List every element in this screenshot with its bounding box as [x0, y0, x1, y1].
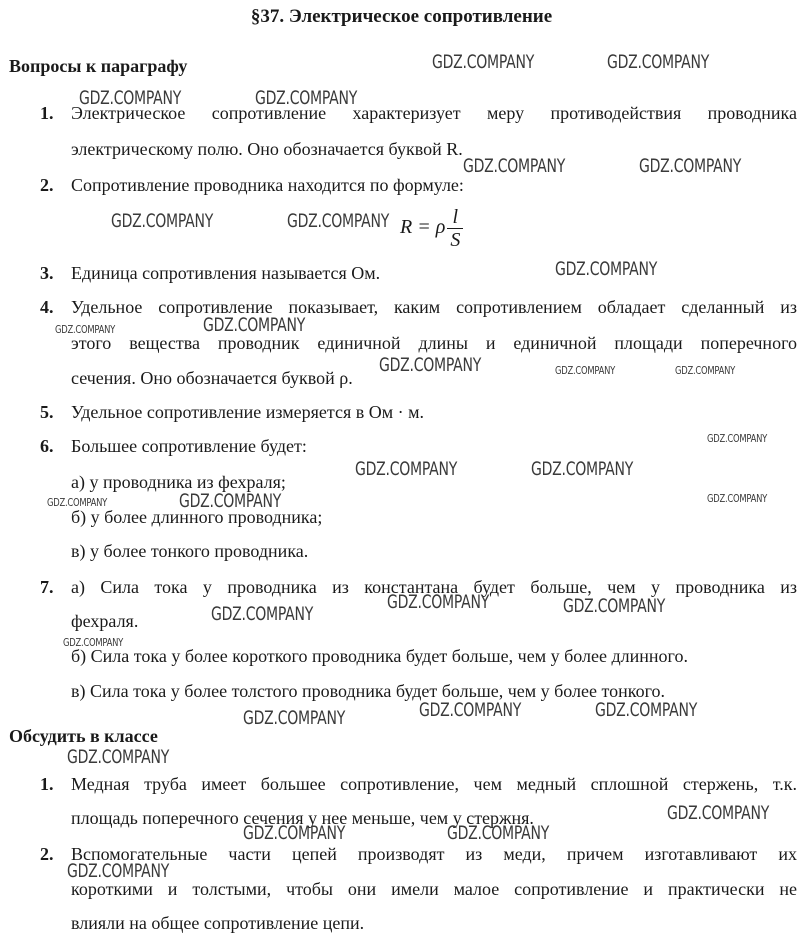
formula-fraction — [447, 206, 463, 251]
q3-text: Единица сопротивления называется Ом. — [71, 263, 381, 283]
watermark: GDZ.COMPANY — [563, 595, 666, 617]
d1-line1: Медная труба имеет большее сопротивление, чем медный сплошной стержень, т.к. — [71, 774, 797, 794]
q4-number: 4. — [40, 297, 54, 317]
watermark: GDZ.COMPANY — [55, 323, 116, 336]
watermark: GDZ.COMPANY — [67, 860, 170, 882]
d1-line2: площадь поперечного сечения у нее меньше, чем у стержня. — [71, 808, 534, 828]
watermark: GDZ.COMPANY — [707, 492, 768, 505]
formula-numerator: l — [447, 206, 463, 229]
d2-line2: короткими и толстыми, чтобы они имели малое сопротивление и практически не — [71, 879, 797, 899]
d2-number: 2. — [40, 844, 54, 864]
q7-item-b: б) Сила тока у более короткого проводника будет больше, чем у более длинного. — [71, 646, 688, 666]
watermark: GDZ.COMPANY — [639, 155, 742, 177]
d2-line1: Вспомогательные части цепей производят из меди, причем изготавливают их — [71, 844, 797, 864]
d1-number: 1. — [40, 774, 54, 794]
watermark: GDZ.COMPANY — [675, 364, 736, 377]
watermark: GDZ.COMPANY — [47, 496, 108, 509]
q4-line2: этого вещества проводник единичной длины и единичной площади поперечного — [71, 333, 797, 353]
q2-number: 2. — [40, 175, 54, 195]
section-heading-discuss: Обсудить в классе — [9, 726, 158, 746]
q4-line1: Удельное сопротивление показывает, каким сопротивлением обладает сделанный из — [71, 297, 797, 317]
watermark: GDZ.COMPANY — [79, 87, 182, 109]
watermark: GDZ.COMPANY — [111, 210, 214, 232]
watermark: GDZ.COMPANY — [555, 364, 616, 377]
q6-item-c: в) у более тонкого проводника. — [71, 541, 309, 561]
watermark: GDZ.COMPANY — [387, 591, 490, 613]
watermark: GDZ.COMPANY — [555, 258, 658, 280]
watermark: GDZ.COMPANY — [419, 699, 522, 721]
q6-number: 6. — [40, 436, 54, 456]
watermark: GDZ.COMPANY — [531, 458, 634, 480]
watermark: GDZ.COMPANY — [607, 51, 710, 73]
q1-line1: Электрическое сопротивление характеризует меру противодействия проводника — [71, 103, 797, 123]
resistance-formula — [400, 206, 463, 251]
q1-line2: электрическому полю. Оно обозначается буквой R. — [71, 139, 463, 159]
watermark: GDZ.COMPANY — [447, 822, 550, 844]
watermark: GDZ.COMPANY — [707, 432, 768, 445]
watermark: GDZ.COMPANY — [203, 314, 306, 336]
page-title: §37. Электрическое сопротивление — [250, 6, 553, 27]
watermark: GDZ.COMPANY — [67, 746, 170, 768]
watermark: GDZ.COMPANY — [287, 210, 390, 232]
watermark: GDZ.COMPANY — [211, 603, 314, 625]
q5-number: 5. — [40, 402, 54, 422]
watermark: GDZ.COMPANY — [243, 822, 346, 844]
watermark: GDZ.COMPANY — [379, 354, 482, 376]
q7-a-line2: фехраля. — [71, 611, 139, 631]
watermark: GDZ.COMPANY — [243, 707, 346, 729]
q6-text: Большее сопротивление будет: — [71, 436, 307, 456]
formula-lhs: R = ρ — [400, 216, 446, 239]
watermark: GDZ.COMPANY — [63, 636, 124, 649]
watermark: GDZ.COMPANY — [355, 458, 458, 480]
watermark: GDZ.COMPANY — [432, 51, 535, 73]
section-heading-questions: Вопросы к параграфу — [9, 56, 188, 76]
q1-number: 1. — [40, 103, 54, 123]
watermark: GDZ.COMPANY — [255, 87, 358, 109]
q4-line3: сечения. Оно обозначается буквой ρ. — [71, 368, 353, 388]
q2-text: Сопротивление проводника находится по формуле: — [71, 175, 464, 195]
formula-denominator: S — [450, 229, 461, 251]
q7-number: 7. — [40, 577, 54, 597]
q6-item-b: б) у более длинного проводника; — [71, 507, 323, 527]
watermark: GDZ.COMPANY — [463, 155, 566, 177]
q5-text: Удельное сопротивление измеряется в Ом · м. — [71, 402, 425, 422]
watermark: GDZ.COMPANY — [595, 699, 698, 721]
watermark: GDZ.COMPANY — [667, 802, 770, 824]
watermark: GDZ.COMPANY — [179, 490, 282, 512]
d2-line3: влияли на общее сопротивление цепи. — [71, 913, 365, 933]
q6-item-a: а) у проводника из фехраля; — [71, 472, 286, 492]
q7-item-c: в) Сила тока у более толстого проводника будет больше, чем у более тонкого. — [71, 681, 666, 701]
q7-a-line1: а) Сила тока у проводника из константана будет больше, чем у проводника из — [71, 577, 797, 597]
q3-number: 3. — [40, 263, 54, 283]
